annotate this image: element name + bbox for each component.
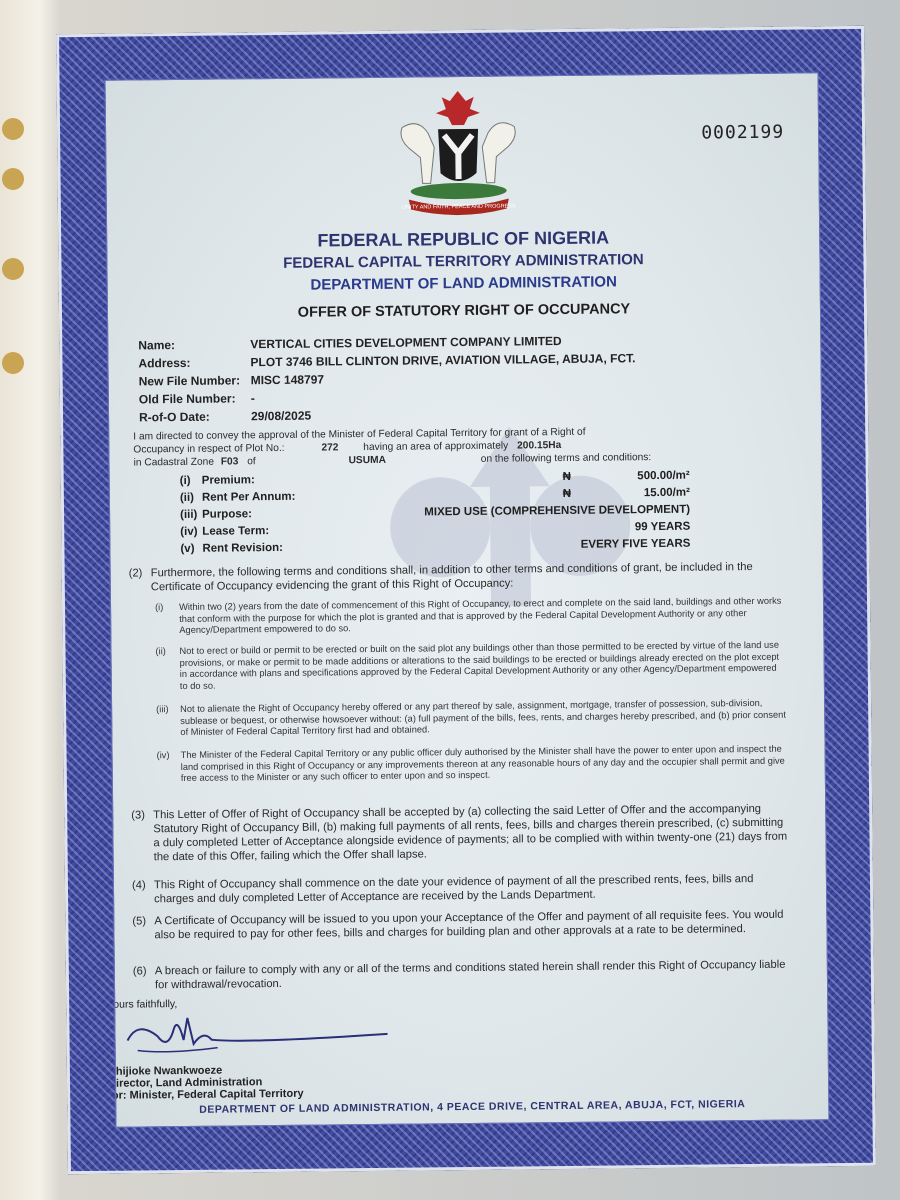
signatory-for: for: Minister, Federal Capital Territory [108, 1087, 304, 1102]
footer-address: DEPARTMENT OF LAND ADMINISTRATION, 4 PEACE DRIVE, CENTRAL AREA, ABUJA, FCT, NIGERIA [199, 1098, 746, 1116]
terms-list [180, 467, 691, 557]
signatory-title: Director, Land Administration [107, 1076, 263, 1090]
intro-line: I am directed to convey the approval of the Minister of Federal Capital Territory for grant of a Right of [133, 426, 586, 443]
term-row: (ii) Rent Per Annum: ₦ 15.00/m² [179, 486, 690, 504]
heading-country: FEDERAL REPUBLIC OF NIGERIA [317, 227, 610, 251]
heading-administration: FEDERAL CAPITAL TERRITORY ADMINISTRATION [283, 251, 644, 272]
binder-hole [2, 258, 24, 280]
intro-line: in Cadastral Zone F03 of USUMA on the following terms and conditions: [133, 452, 652, 469]
serial-number: 0002199 [701, 121, 785, 144]
coat-of-arms-icon [378, 86, 539, 218]
applicant-details [138, 331, 636, 426]
subclause: (i) Within two (2) years from the date of commencement of this Right of Occupancy, to erect and complete on the said land, buildings and other works that conform with the purpose for which the plot is granted and that is approved by the Federal Capital Development Authority or any other Agency/Department empowered to do so. [155, 595, 782, 636]
field-value: VERTICAL CITIES DEVELOPMENT COMPANY LIMITED [250, 333, 562, 352]
field-value: PLOT 3746 BILL CLINTON DRIVE, AVIATION VILLAGE, ABUJA, FCT. [250, 351, 636, 370]
clause-5: (5) A Certificate of Occupancy will be issued to you upon your Acceptance of the Offer and payment of all requisite fees. You would also be required to pay for other fees, bills and charges for building plan and other approvals at a rate to be determined. [132, 908, 784, 942]
plot-area: 200.15Ha [517, 439, 562, 452]
term-row: (iv) Lease Term: 99 YEARS [180, 520, 691, 538]
clause-6: (6) A breach or failure to comply with any or all of the terms and conditions stated herein shall render this Right of Occupancy liable for withdrawal/revocation. [132, 958, 786, 992]
signature-icon [107, 1008, 408, 1063]
field-value: MISC 148797 [250, 372, 325, 388]
signatory-name: Chijioke Nwankwoeze [107, 1064, 223, 1078]
field-value: - [250, 391, 255, 406]
field-label: Address: [138, 355, 191, 371]
district: USUMA [348, 454, 386, 467]
field-label: Old File Number: [138, 391, 236, 407]
signature-block [107, 996, 408, 1102]
clause-2: (2) Furthermore, the following terms and conditions shall, in addition to other terms and conditions of grant, be included in the Certificate of Occupancy evidencing the grant of this Right of Occupancy: [128, 560, 753, 594]
binder-hole [2, 118, 24, 140]
heading-department: DEPARTMENT OF LAND ADMINISTRATION [310, 273, 617, 294]
field-label: R-of-O Date: [138, 409, 210, 425]
binder-hole [2, 168, 24, 190]
certificate-border [56, 26, 876, 1174]
field-label: New File Number: [138, 373, 241, 389]
subclause: (ii) Not to erect or build or permit to be erected or built on the said plot any buildings other than those permitted to be erected by virtue of the land use provisions, or make or permit to be made additions or alterations to the said buildings to be erected or buildings already erected on the plot except in accordance with plans and specifications approved by the Federal Capital Development Authority or any other Agency/Department empowered to do so. [155, 639, 780, 691]
binder-hole [2, 352, 24, 374]
clause-4: (4) This Right of Occupancy shall commence on the date your evidence of payment of all the prescribed rents, fees, bills and charges and duly completed Letter of Acceptance are received by the Lands Department. [131, 873, 754, 906]
term-row: (v) Rent Revision: EVERY FIVE YEARS [180, 537, 691, 555]
svg-text:UNITY AND FAITH, PEACE AND PRO: UNITY AND FAITH, PEACE AND PROGRESS [402, 203, 516, 211]
closing-line: Yours faithfully, [107, 998, 178, 1011]
field-value: 29/08/2025 [250, 408, 312, 424]
plot-number: 272 [321, 442, 339, 454]
field-label: Name: [138, 338, 176, 353]
clause-3: (3) This Letter of Offer of Right of Occupancy shall be accepted by (a) collecting the said Letter of Offer and the accompanying Statutory Right of Occupancy Bill, (b) making full payments of all rents, fees, bills and charges therein prescribed, (c) submitting a duly completed Letter of Acceptance alongside evidence of payments; all to be complied with within twenty-one (21) days from the date of this Offer, failing which the Offer shall lapse. [131, 802, 788, 864]
cadastral-zone: F03 [220, 456, 239, 468]
subclause: (iv) The Minister of the Federal Capital Territory or any public officer duly authorised by the Minister shall have the power to enter upon and inspect the land comprised in this Right of Occupancy or any improvements thereon at any reasonable hours of any day and the occupier shall permit and give free access to the Minister or any such officer to enter upon and so inspect. [156, 743, 785, 783]
certificate-paper [105, 72, 830, 1127]
intro-paragraph [133, 424, 793, 470]
document-title: OFFER OF STATUTORY RIGHT OF OCCUPANCY [297, 301, 631, 321]
intro-line: Occupancy in respect of Plot No.: 272 having an area of approximately 200.15Ha [133, 439, 562, 456]
subclause: (iii) Not to alienate the Right of Occupancy hereby offered or any part thereof by sale, assignment, mortgage, transfer of possession, sub-division, sublease or bequest, or otherwise howsoever without: (a) full payment of the bills, fees, rents, and charges hereby prescribed, and (b) prior consent of Minister of Federal Capital Territory first had and obtained. [156, 697, 786, 737]
term-row: (i) Premium: ₦ 500.00/m² [179, 469, 690, 487]
term-row: (iii) Purpose: MIXED USE (COMPREHENSIVE DEVELOPMENT) [180, 503, 691, 521]
